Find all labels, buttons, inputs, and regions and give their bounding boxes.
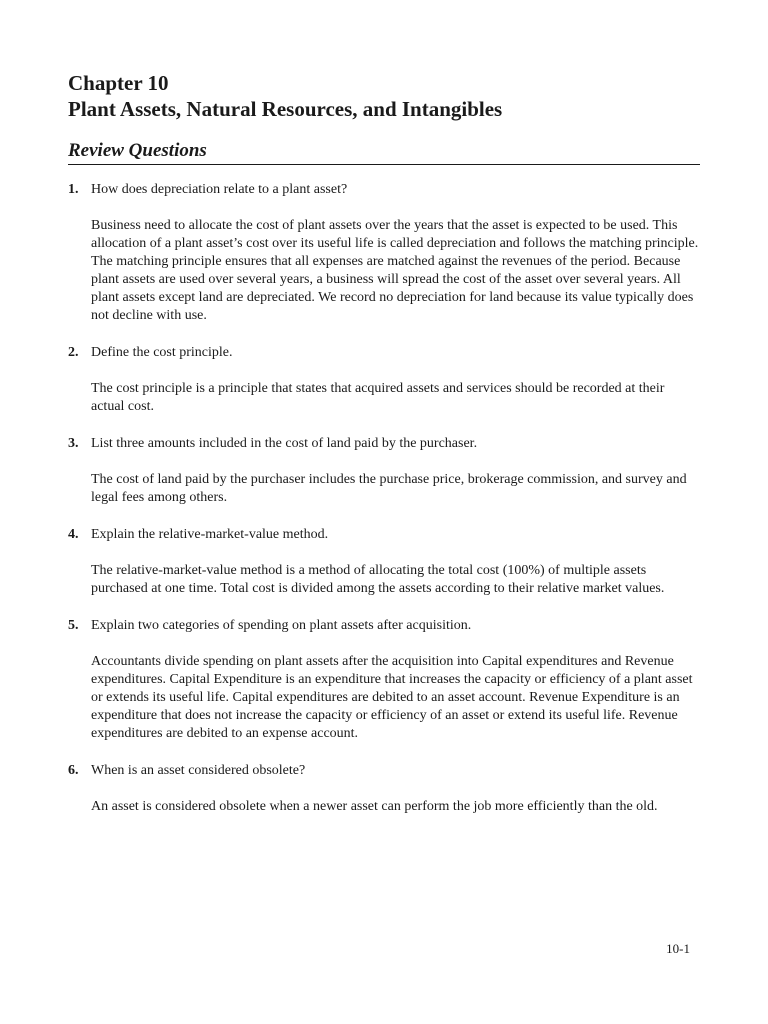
answer-text: Accountants divide spending on plant assets after the acquisition into Capital expenditures and Revenue expenditures. Capital Expenditure is an expenditure that increases the capacity or efficiency of a plant asset or extends its useful life. Capital expenditures are debited to an asset account. Revenue Expenditure is an expenditure that does not increase the capacity or efficiency of an asset or extend its useful life. Revenue expenditures are debited to an expense account. bbox=[91, 654, 693, 741]
chapter-heading bbox=[68, 70, 700, 122]
question bbox=[68, 762, 700, 780]
qa-item bbox=[68, 181, 700, 325]
page-number: 10-1 bbox=[666, 941, 690, 956]
question-text: How does depreciation relate to a plant asset? bbox=[91, 182, 348, 197]
question-number: 2. bbox=[68, 345, 79, 360]
question bbox=[68, 181, 700, 199]
question-text: When is an asset considered obsolete? bbox=[91, 763, 306, 778]
question-number: 5. bbox=[68, 618, 79, 633]
review-questions-list bbox=[68, 181, 700, 816]
qa-item bbox=[68, 526, 700, 598]
qa-item bbox=[68, 617, 700, 743]
question-number: 6. bbox=[68, 763, 79, 778]
question-text: Explain the relative-market-value method. bbox=[91, 527, 329, 542]
question-number: 1. bbox=[68, 182, 79, 197]
question bbox=[68, 435, 700, 453]
answer-text: The relative-market-value method is a method of allocating the total cost (100%) of multiple assets purchased at one time. Total cost is divided among the assets according to their relative market values. bbox=[91, 563, 665, 596]
qa-item bbox=[68, 435, 700, 507]
question-text: Explain two categories of spending on plant assets after acquisition. bbox=[91, 618, 472, 633]
question-text: Define the cost principle. bbox=[91, 345, 233, 360]
section-heading: Review Questions bbox=[68, 140, 700, 165]
qa-item bbox=[68, 762, 700, 816]
question-text: List three amounts included in the cost of land paid by the purchaser. bbox=[91, 436, 478, 451]
chapter-title: Plant Assets, Natural Resources, and Intangibles bbox=[68, 97, 503, 121]
answer-text: The cost of land paid by the purchaser includes the purchase price, brokerage commission, and survey and legal fees among others. bbox=[91, 472, 687, 505]
question bbox=[68, 526, 700, 544]
answer-text: Business need to allocate the cost of plant assets over the years that the asset is expected to be used. This allocation of a plant asset’s cost over its useful life is called depreciation and follows the matching principle. The matching principle ensures that all expenses are matched against the revenues of the period. Because plant assets are used over several years, a business will spread the cost of the asset over several years. All plant assets except land are depreciated. We record no depreciation for land because its value typically does not decline with use. bbox=[91, 218, 699, 323]
chapter-number: Chapter 10 bbox=[68, 71, 169, 95]
question-number: 3. bbox=[68, 436, 79, 451]
answer-text: An asset is considered obsolete when a newer asset can perform the job more efficiently than the old. bbox=[91, 799, 658, 814]
question bbox=[68, 344, 700, 362]
document-page bbox=[68, 70, 700, 835]
question bbox=[68, 617, 700, 635]
qa-item bbox=[68, 344, 700, 416]
question-number: 4. bbox=[68, 527, 79, 542]
answer-text: The cost principle is a principle that states that acquired assets and services should be recorded at their actual cost. bbox=[91, 381, 665, 414]
